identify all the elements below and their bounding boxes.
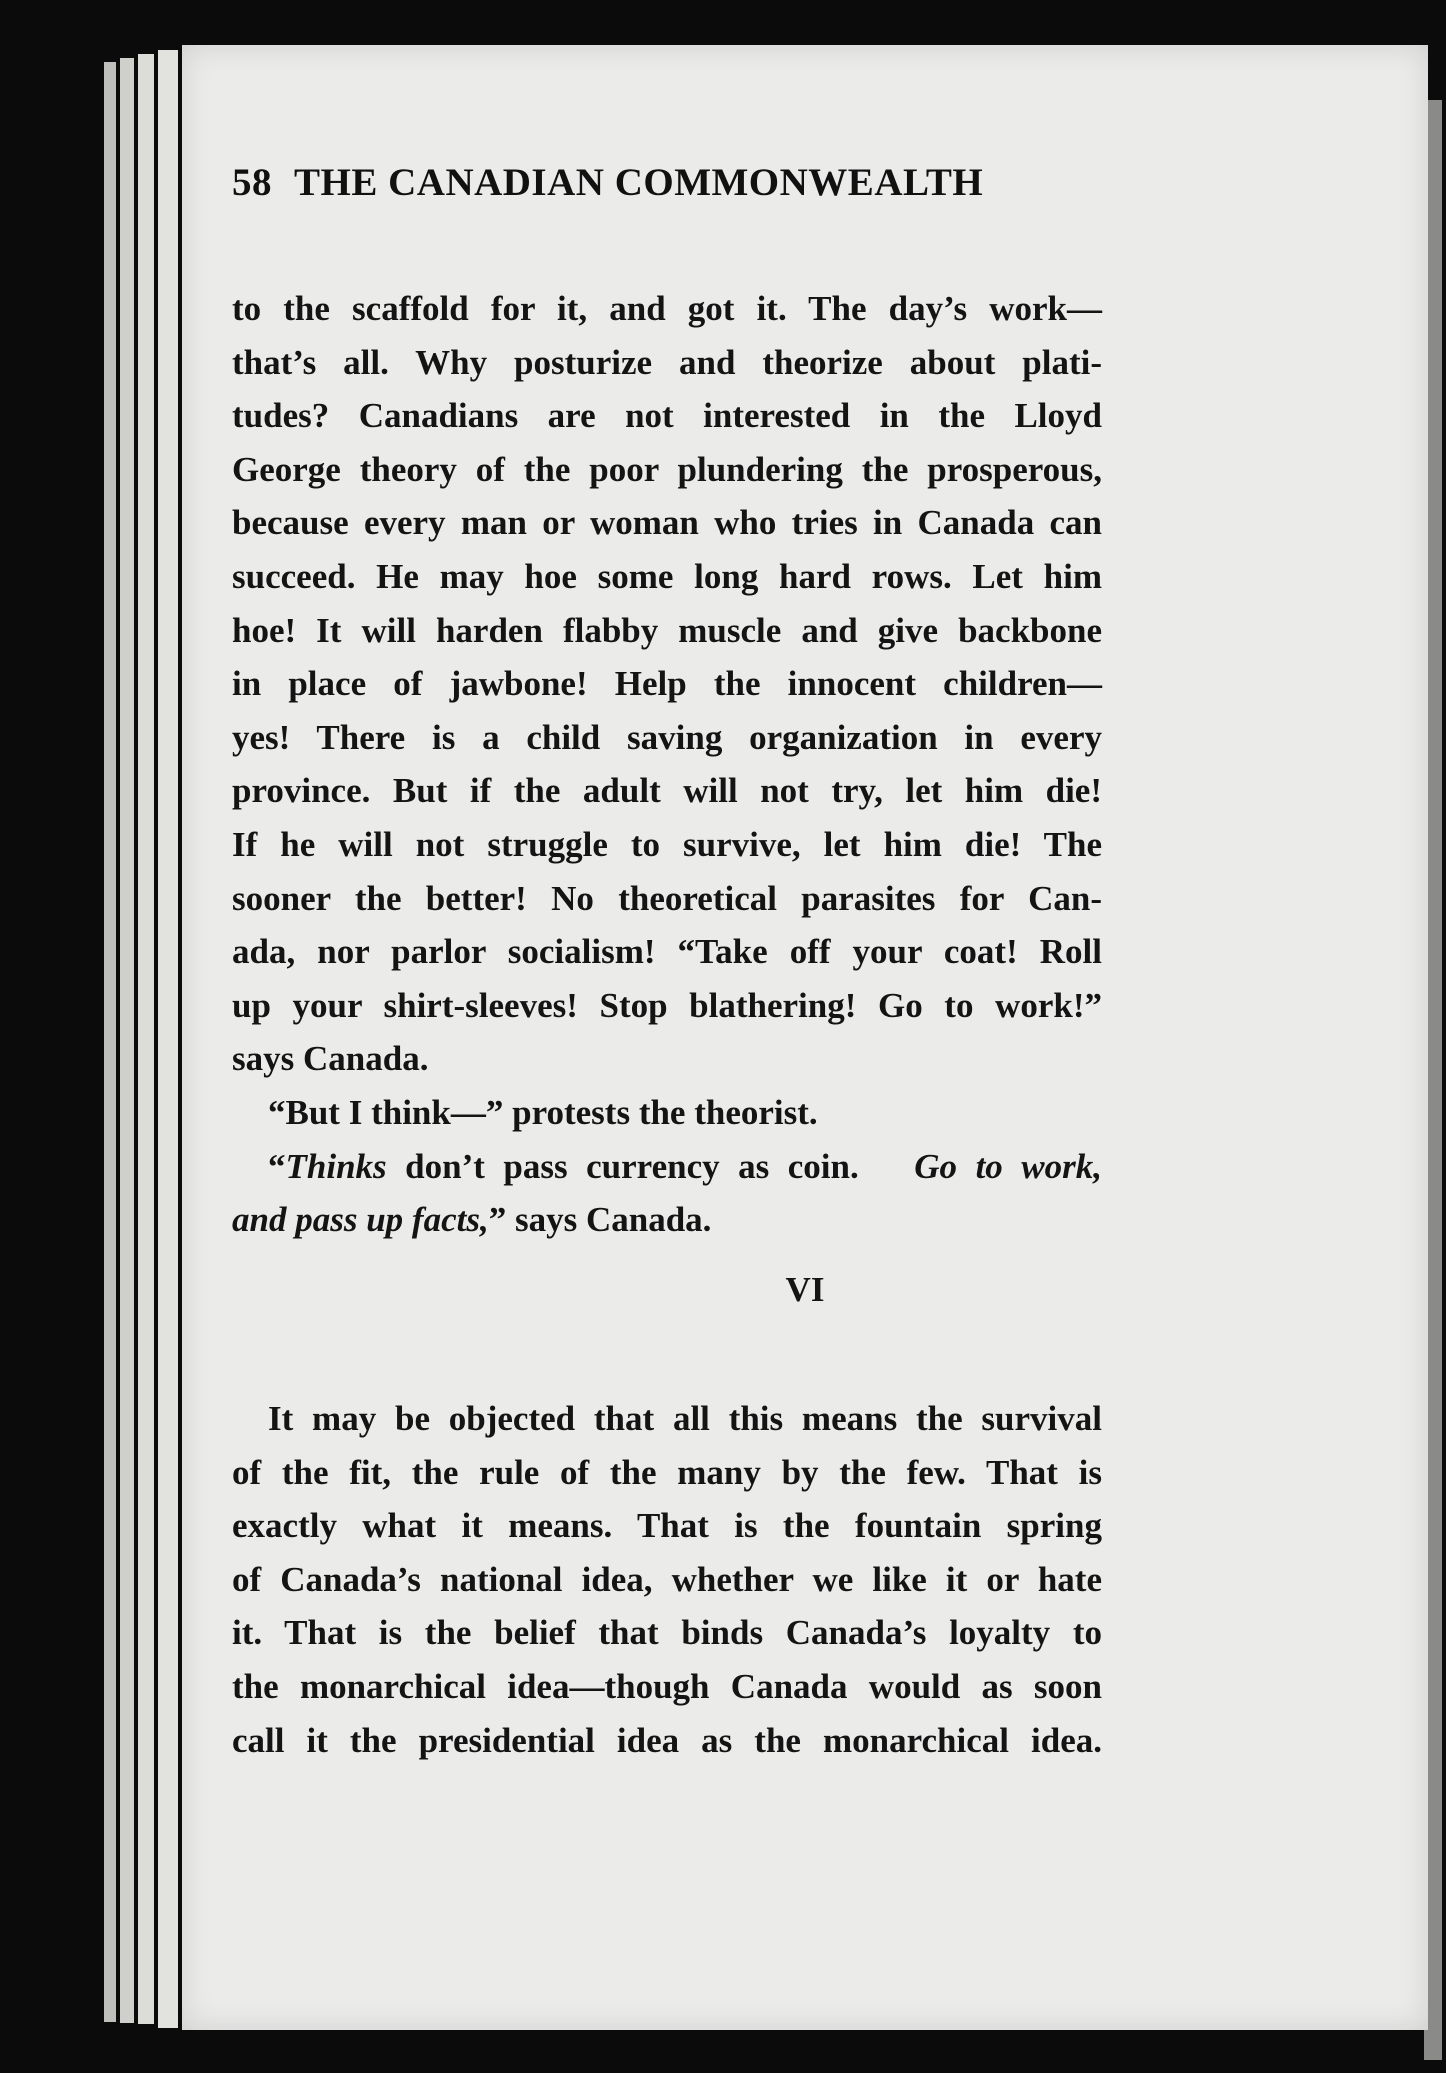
text-line: It may be objected that all this means the survival (268, 1399, 1102, 1438)
text-line: province. But if the adult will not try, let him die! (232, 771, 1102, 811)
text-line: hoe! It will harden flabby muscle and give backbone (232, 610, 1102, 650)
paragraph-3-line-1 (232, 1140, 1102, 1194)
section-heading: VI (785, 1270, 825, 1309)
text-line: tudes? Canadians are not interested in the Lloyd (232, 396, 1102, 436)
page-edge (120, 58, 134, 2023)
text-span: ” says Canada. (488, 1200, 712, 1240)
text-span: don’t pass currency as coin. (386, 1146, 859, 1186)
text-line: succeed. He may hoe some long hard rows. Let him (232, 556, 1102, 596)
italic-text: Thinks (285, 1146, 387, 1186)
text-line: in place of jawbone! Help the innocent children— (232, 664, 1102, 704)
italic-text: Go to work, (914, 1146, 1103, 1186)
text-line: of Canada’s national idea, whether we like it or hate (232, 1559, 1102, 1599)
page-number: 58 (232, 161, 272, 204)
paragraph-2: “But I think—” protests the theorist. (268, 1092, 818, 1132)
paragraph-3-line-2 (232, 1193, 1102, 1247)
open-quote: “ (268, 1146, 286, 1186)
paragraph-4 (232, 1392, 1102, 1767)
text-line: George theory of the poor plundering the prosperous, (232, 449, 1102, 489)
text-line: that’s all. Why posturize and theorize about plati- (232, 342, 1102, 382)
page-edge (138, 54, 154, 2024)
text-line: sooner the better! No theoretical parasites for Can- (232, 878, 1102, 918)
running-title: THE CANADIAN COMMONWEALTH (294, 161, 984, 204)
page-edge (104, 62, 116, 2022)
italic-text: and pass up facts, (232, 1200, 489, 1240)
text-line: yes! There is a child saving organization in every (232, 717, 1102, 757)
running-head (232, 160, 1072, 205)
text-line: because every man or woman who tries in Canada can (232, 503, 1102, 543)
text-line: the monarchical idea—though Canada would as soon (232, 1666, 1102, 1706)
text-line: of the fit, the rule of the many by the few. That is (232, 1452, 1102, 1492)
page-edge (158, 50, 178, 2028)
paragraph-1 (232, 282, 1102, 1247)
text-line: to the scaffold for it, and got it. The day’s work— (232, 289, 1102, 328)
text-line: ada, nor parlor socialism! “Take off your coat! Roll (232, 932, 1102, 972)
text-line: exactly what it means. That is the fountain spring (232, 1506, 1102, 1546)
text-line: up your shirt-sleeves! Stop blathering! Go to work!” (232, 985, 1102, 1025)
text-line: it. That is the belief that binds Canada’s loyalty to (232, 1613, 1102, 1653)
text-line: says Canada. (232, 1039, 429, 1079)
text-line: call it the presidential idea as the monarchical idea. (232, 1720, 1102, 1760)
text-line: If he will not struggle to survive, let him die! The (232, 824, 1102, 864)
